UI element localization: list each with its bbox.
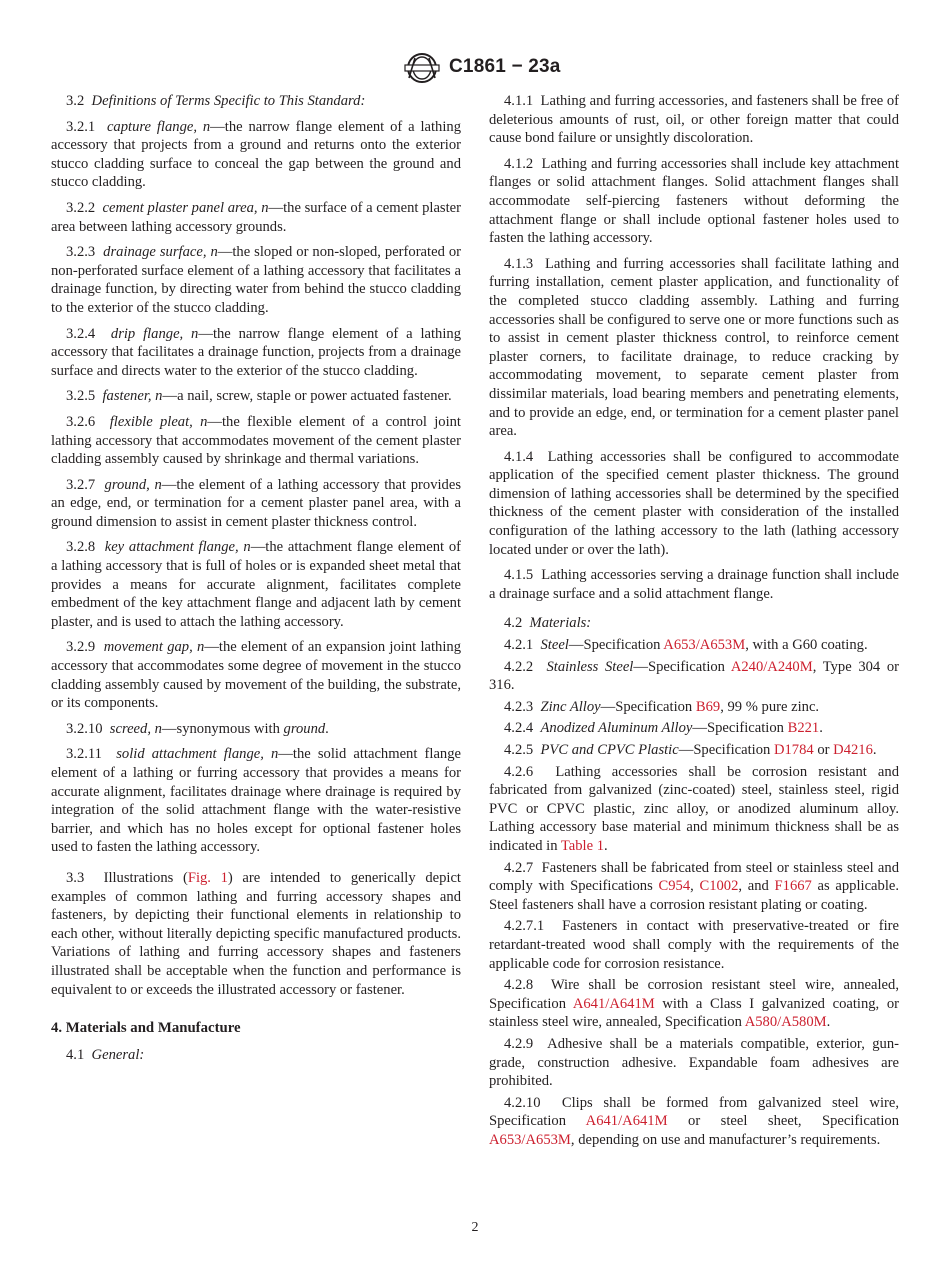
para-3-2-2: 3.2.2 cement plaster panel area, n—the surface of a cement plaster area between lathing accessory grounds. [51,199,461,235]
a653-clip-link[interactable]: A653/A653M [489,1131,571,1148]
para-4-2-1: 4.2.1 Steel—Specification A653/A653M, with a G60 coating. [504,637,868,654]
c954-link[interactable]: C954 [658,878,691,895]
para-4-2-4: 4.2.4 Anodized Aluminum Alloy—Specification B221. [504,720,823,737]
para-4-2-9: 4.2.9 Adhesive shall be a materials compatible, exterior, gun-grade, construction adhesive. Expandable foam adhesives are prohibited. [489,1035,899,1090]
para-4-1-2: 4.1.2 Lathing and furring accessories shall include key attachment flanges or solid attachment flanges. Solid attachment flanges shall accommodate self-piercing fasteners without deforming the attachment flange or shall include optional fastener holes used to fasten the lathing accessory. [489,155,899,247]
para-4-2-10: 4.2.10 Clips shall be formed from galvanized steel wire, Specification A641/A641M or steel sheet, Specification A653/A653M, depending on use and manufacturer’s requirements. [489,1094,899,1148]
para-3-2-10: 3.2.10 screed, n—synonymous with ground. [66,720,329,737]
left-column [51,92,461,1071]
a240-link[interactable]: A240/A240M [730,658,813,675]
para-4-1-1: 4.1.1 Lathing and furring accessories, and fasteners shall be free of deleterious amounts of rust, oil, or other foreign matter that could cause bond failure or unsightly discoloration. [489,93,899,147]
c1002-link[interactable]: C1002 [699,878,739,895]
standard-designation: C1861 − 23a [449,56,561,77]
para-3-3: 3.3 Illustrations (Fig. 1) are intended to generically depict examples of common lathing and furring accessory shapes and fasteners, by depicting their functional elements in relationship to each other, without literally depicting specific manufactured products. Variations of lathing and furring accessory shapes and fasteners illustrated shall be acceptable when the function and performance is equivalent to or exceeds the illustrated accessory or fastener. [51,869,461,998]
a641-link[interactable]: A641/A641M [572,995,655,1012]
section-4-heading: 4. Materials and Manufacture [51,1020,241,1037]
para-3-2-8: 3.2.8 key attachment flange, n—the attachment flange element of a lathing accessory that is full of holes or is expanded sheet metal that provides a means for accurate alignment, facilitates complete embedment of the key attachment flange and adjacent lath by cement plaster, and is used to attach the lathing accessory. [51,539,461,630]
para-3-2-4: 3.2.4 drip flange, n—the narrow flange element of a lathing accessory that facilitates a drainage function, projects from a drainage surface and directs water to the exterior of the stucco cladding. [51,325,461,379]
para-3-2-3: 3.2.3 drainage surface, n—the sloped or non-sloped, perforated or non-perforated surface element of a lathing accessory that facilitates a drainage function, by directing water from behind the stucco cladding to the exterior of the stucco cladding. [51,244,462,316]
a653-link[interactable]: A653/A653M [663,637,746,654]
para-4-1-3: 4.1.3 Lathing and furring accessories shall facilitate lathing and furring installation, cement plaster application, and functionality of the completed stucco cladding assembly. Lathing and furring accessories shall be configured to serve one or more functions such as to assist in cement plaster thickness control, to reinforce cement plaster corners, to facilitate drainage, to reduce cracking by accommodating movement, to separate cement plaster from dissimilar materials, load bearing members and penetrating elements, and to provide an edge, end, or termination for a cement plaster panel area. [489,255,900,440]
para-4-1: 4.1 General: [66,1046,145,1063]
para-3-2: 3.2 Definitions of Terms Specific to This Standard: [66,93,366,109]
para-4-2-7-1: 4.2.7.1 Fasteners in contact with preservative-treated or fire retardant-treated wood shall comply with the requirements of the applicable code for corrosion resistance. [489,918,900,972]
right-column [489,92,899,1152]
b69-link[interactable]: B69 [695,698,721,715]
f1667-link[interactable]: F1667 [774,878,812,895]
para-4-2: 4.2 Materials: [504,615,592,632]
para-4-2-8: 4.2.8 Wire shall be corrosion resistant steel wire, annealed, Specification A641/A641M with a Class I galvanized coating, or stainless steel wire, annealed, Specification A580/A580M. [489,977,899,1031]
d1784-link[interactable]: D1784 [773,742,814,758]
astm-logo-icon [402,52,442,84]
para-4-2-6: 4.2.6 Lathing accessories shall be corrosion resistant and fabricated from galvanized (zinc-coated) steel, stainless steel, rigid PVC or CPVC plastic, zinc alloy, or anodized aluminum alloy. Lathing accessory base material and minimum thickness shall be as indicated in Table 1. [489,763,899,854]
d4216-link[interactable]: D4216 [833,742,873,758]
para-3-2-7: 3.2.7 ground, n—the element of a lathing accessory that provides an edge, end, or termination for a cement plaster panel area, with a ground dimension to assist in cement plaster thickness control. [51,476,462,530]
fig-1-link[interactable]: Fig. 1 [187,869,228,886]
para-3-2-1: 3.2.1 capture flange, n—the narrow flange element of a lathing accessory that projects from a ground and returns onto the exterior stucco cladding surface to conceal the gap between the ground and stucco cladding. [51,118,462,191]
table-1-link[interactable]: Table 1 [560,837,605,854]
page-header [0,52,950,84]
page-number: 2 [471,1220,479,1235]
para-4-2-5: 4.2.5 PVC and CPVC Plastic—Specification D1784 or D4216. [504,742,877,758]
b221-link[interactable]: B221 [787,720,820,737]
a580-link[interactable]: A580/A580M [744,1014,827,1031]
para-3-2-11: 3.2.11 solid attachment flange, n—the solid attachment flange element of a lathing or furring accessory that provides a means for accurate alignment, facilitates drainage where drainage is required by integration of the solid attachment flange with the water-resistive barrier, and which has no holes except for optional fastener holes used to fasten the lathing accessory. [51,746,461,856]
para-4-2-2: 4.2.2 Stainless Steel—Specification A240/A240M, Type 304 or 316. [489,658,900,694]
para-4-1-5: 4.1.5 Lathing accessories serving a drainage function shall include a drainage surface and a solid attachment flange. [489,567,900,602]
para-4-1-4: 4.1.4 Lathing accessories shall be configured to accommodate application of the specified cement plaster thickness. The ground dimension of lathing accessories shall be determined by the specified thickness of the cement plaster with consideration of the installed configuration of the lathing accessory to the lath (lathing accessory located under or over the lath). [489,448,900,558]
para-3-2-9: 3.2.9 movement gap, n—the element of an expansion joint lathing accessory that accommodates some degree of movement in the stucco cladding assembly caused by movement of the building, the substrate, or its components. [51,639,461,712]
para-3-2-5: 3.2.5 fastener, n—a nail, screw, staple or power actuated fastener. [66,388,452,405]
para-3-2-6: 3.2.6 flexible pleat, n—the flexible element of a control joint lathing accessory that accommodates movement of the cement plaster cladding assembly caused by shrinkage and thermal variations. [51,413,461,468]
para-4-2-7: 4.2.7 Fasteners shall be fabricated from steel or stainless steel and comply with Specifications C954, C1002, and F1667 as applicable. Steel fasteners shall have a corrosion resistant plating or coating. [489,859,900,913]
para-4-2-3: 4.2.3 Zinc Alloy—Specification B69, 99 % pure zinc. [504,698,820,715]
a641-clip-link[interactable]: A641/A641M [585,1113,668,1130]
